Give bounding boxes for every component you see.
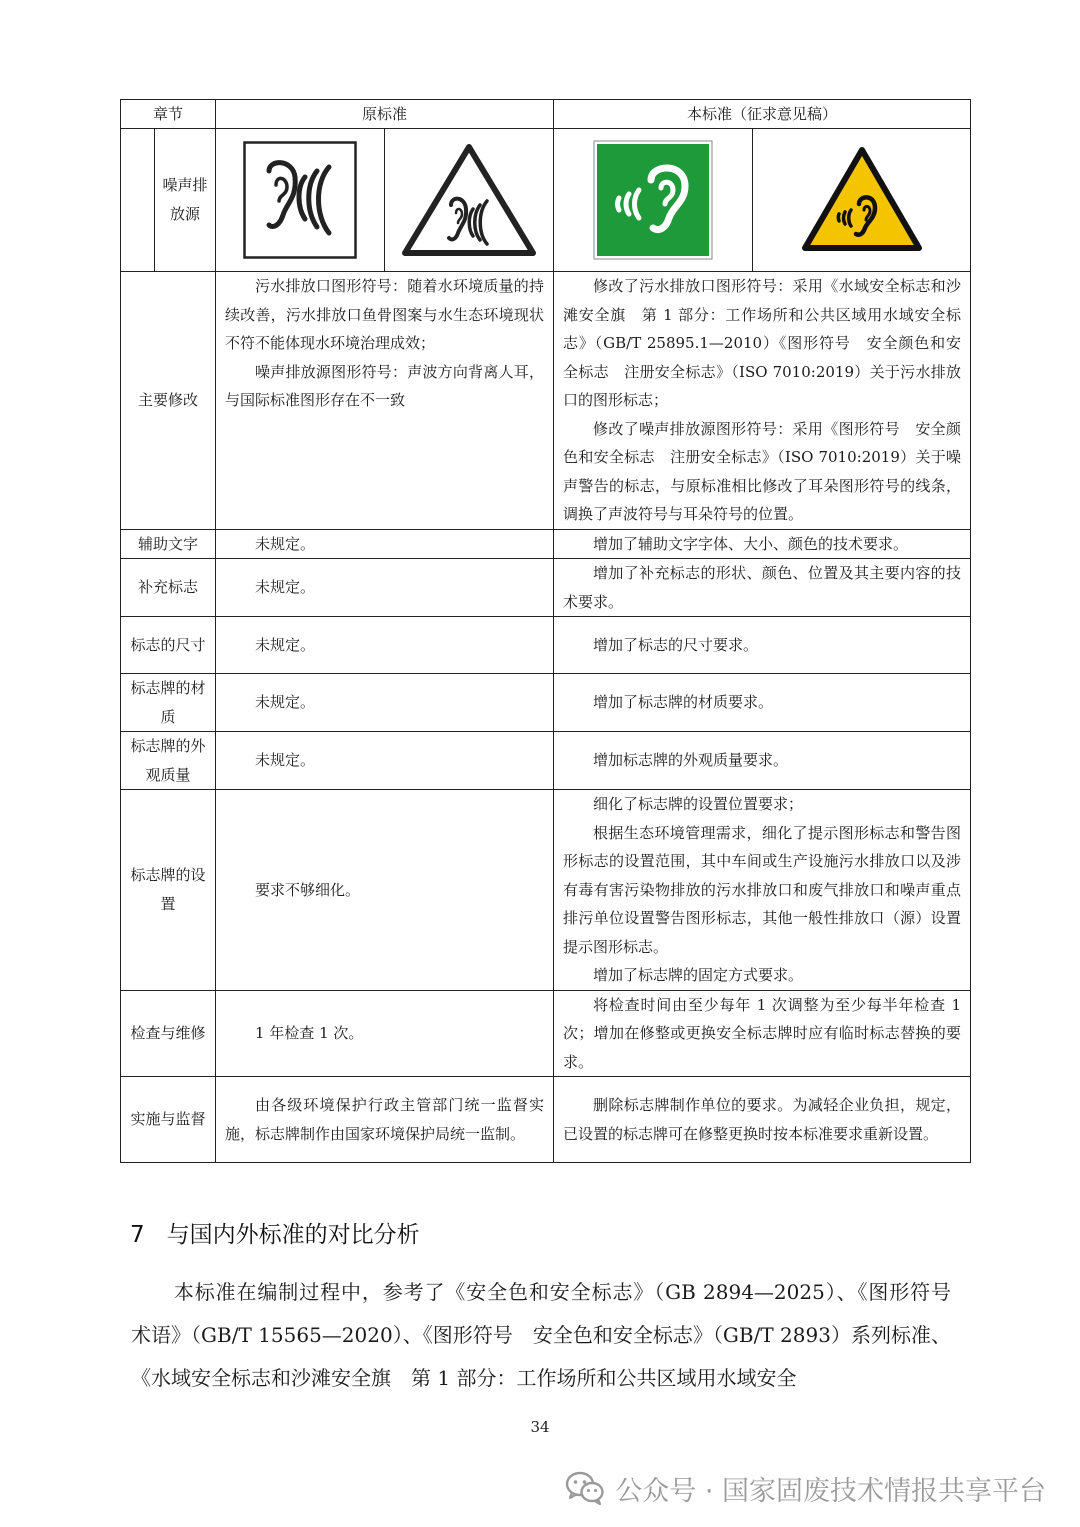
row-new-text: 根据生态环境管理需求，细化了提示图形标志和警告图形标志的设置范围，其中车间或生产设施污水排放口以及涉有毒有害污染物排放的污水排放口和废气排放口和噪声重点排污单位设置警告图形标志，其他一般性排放口（源）设置提示图形标志。: [563, 823, 962, 956]
row-new-text: 修改了噪声排放源图形符号：采用《图形符号 安全颜色和安全标志 注册安全标志》（ISO 7010:2019）关于噪声警告的标志，与原标准相比修改了耳朵图形符号的线条，调换了声波符号与耳朵符号的位置。: [563, 419, 962, 523]
row-original-text: 未规定。: [255, 693, 316, 712]
row-new-cell: [554, 990, 971, 1077]
new-warning-noise-cell: [753, 129, 971, 272]
row-original-cell: [216, 617, 554, 674]
row-new-text: 修改了污水排放口图形符号：采用《水域安全标志和沙滩安全旗 第 1 部分：工作场所和公共区域用水域安全标志》（GB/T 25895.1—2010）《图形符号 安全颜色和安全标志 注册安全标志》（ISO 7010:2019）关于污水排放口的图形标志；: [563, 277, 962, 409]
row-new-text: 增加了补充标志的形状、颜色、位置及其主要内容的技术要求。: [563, 564, 962, 611]
row-original-cell: [216, 559, 554, 617]
row-original-cell: [216, 272, 554, 530]
row-new-text: 细化了标志牌的设置位置要求；: [593, 795, 804, 813]
noise-row-blank-cell: [121, 129, 155, 272]
paragraph-text: 本标准在编制过程中，参考了《安全色和安全标志》（GB 2894—2025）、《图形符号 术语》（GB/T 15565—2020）、《图形符号 安全色和安全标志》（GB/T 2893）系列标准、《水域安全标志和沙滩安全旗 第 1 部分：工作场所和公共区域用水域安全: [131, 1280, 971, 1390]
section-title: 与国内外标准的对比分析: [166, 1222, 420, 1248]
row-section-label: 检查与维修: [121, 990, 216, 1077]
row-section-label: 补充标志: [121, 559, 216, 617]
comparison-table: [120, 99, 971, 1163]
new-prompt-noise-cell: [554, 129, 753, 272]
row-original-cell: [216, 990, 554, 1077]
row-new-cell: [554, 559, 971, 617]
ear-soundwave-icon: [593, 140, 713, 260]
row-original-text: 未规定。: [255, 534, 316, 553]
table-row: [121, 1077, 971, 1163]
row-new-text: 删除标志牌制作单位的要求。为减轻企业负担，规定，已设置的标志牌可在修整更换时按本标准要求重新设置。: [563, 1096, 962, 1143]
row-section-label: 实施与监督: [121, 1077, 216, 1163]
table-row: [121, 529, 971, 559]
original-warning-noise-cell: [385, 129, 554, 272]
table-row: [121, 990, 971, 1077]
noise-symbol-row: [121, 129, 971, 272]
table-row: [121, 732, 971, 790]
wechat-icon: [565, 1471, 605, 1505]
row-new-cell: [554, 272, 971, 530]
row-new-cell: [554, 790, 971, 991]
original-prompt-noise-cell: [216, 129, 385, 272]
table-row: [121, 674, 971, 732]
page-number: 34: [530, 1418, 550, 1436]
ear-soundwave-triangle-icon: [401, 141, 537, 259]
row-section-label: 辅助文字: [121, 529, 216, 559]
header-chapter: 章节: [121, 100, 216, 129]
noise-row-label: 噪声排放源: [155, 129, 216, 272]
row-original-cell: [216, 1077, 554, 1163]
row-new-text: 增加了辅助文字字体、大小、颜色的技术要求。: [593, 534, 909, 553]
row-original-text: 要求不够细化。: [255, 880, 361, 899]
row-new-cell: [554, 1077, 971, 1163]
watermark: [565, 1468, 1046, 1508]
row-original-cell: [216, 732, 554, 790]
row-new-text: 将检查时间由至少每年 1 次调整为至少每半年检查 1 次；增加在修整或更换安全标志牌时应有临时标志替换的要求。: [563, 995, 962, 1071]
section-heading: [130, 1216, 420, 1249]
row-original-text: 污水排放口图形符号：随着水环境质量的持续改善，污水排放口鱼骨图案与水生态环境现状不符不能体现水环境治理成效；: [225, 277, 545, 352]
row-new-text: 增加标志牌的外观质量要求。: [593, 751, 789, 770]
row-new-cell: [554, 529, 971, 559]
row-new-text: 增加了标志的尺寸要求。: [593, 635, 759, 654]
row-original-text: 1 年检查 1 次。: [255, 1024, 364, 1042]
row-original-text: 未规定。: [255, 578, 316, 597]
row-new-text: 增加了标志牌的材质要求。: [593, 693, 774, 712]
section-paragraph: [131, 1271, 971, 1400]
row-section-label: 标志的尺寸: [121, 617, 216, 674]
header-original: 原标准: [216, 100, 554, 129]
section-number: 7: [130, 1222, 145, 1248]
header-new: 本标准（征求意见稿）: [554, 100, 971, 129]
table-row: [121, 272, 971, 530]
table-row: [121, 559, 971, 617]
row-new-cell: [554, 674, 971, 732]
table-header-row: [121, 100, 971, 129]
row-original-text: 未规定。: [255, 751, 316, 770]
row-new-text: 增加了标志牌的固定方式要求。: [593, 966, 804, 984]
row-new-cell: [554, 617, 971, 674]
watermark-text: 公众号 · 国家固废技术情报共享平台: [615, 1475, 1046, 1507]
row-original-cell: [216, 790, 554, 991]
row-original-text: 噪声排放源图形符号：声波方向背离人耳，与国际标准图形存在不一致: [225, 362, 545, 409]
ear-soundwave-icon: [243, 141, 357, 259]
row-new-cell: [554, 732, 971, 790]
row-section-label: 主要修改: [121, 272, 216, 530]
row-section-label: 标志牌的设置: [121, 790, 216, 991]
row-section-label: 标志牌的材质: [121, 674, 216, 732]
row-original-text: 由各级环境保护行政主管部门统一监督实施，标志牌制作由国家环境保护局统一监制。: [225, 1096, 545, 1143]
row-original-text: 未规定。: [255, 635, 316, 654]
row-original-cell: [216, 529, 554, 559]
ear-soundwave-triangle-icon: [801, 146, 923, 254]
row-section-label: 标志牌的外观质量: [121, 732, 216, 790]
row-original-cell: [216, 674, 554, 732]
table-row: [121, 790, 971, 991]
table-row: [121, 617, 971, 674]
